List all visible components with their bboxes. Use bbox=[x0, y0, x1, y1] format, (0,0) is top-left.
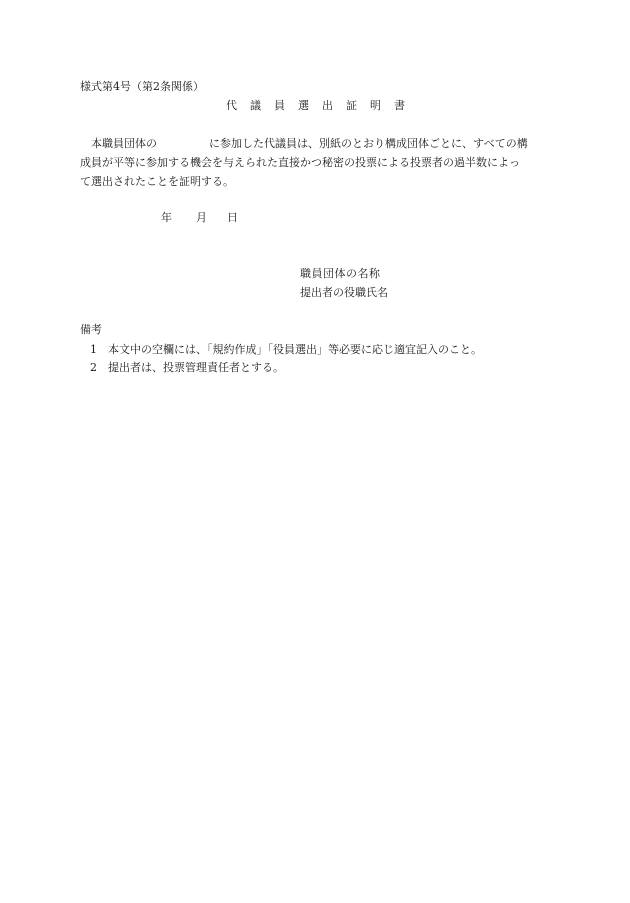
notes-heading: 備考 bbox=[80, 323, 102, 336]
date-line bbox=[161, 210, 238, 226]
note-item bbox=[90, 360, 284, 376]
note-text: 提出者は、投票管理責任者とする。 bbox=[108, 361, 284, 374]
note-item bbox=[90, 342, 482, 358]
form-number: 様式第4号（第2条関係） bbox=[80, 80, 204, 93]
body-text-line3: て選出されたことを証明する。 bbox=[80, 175, 234, 188]
date-month: 月 bbox=[196, 211, 207, 224]
note-number: 2 bbox=[90, 361, 97, 374]
body-text-part1: 本職員団体の bbox=[91, 137, 157, 150]
body-paragraph bbox=[80, 134, 550, 191]
document-title: 代 議 員 選 出 証 明 書 bbox=[226, 99, 406, 112]
date-day: 日 bbox=[227, 211, 238, 224]
note-text: 本文中の空欄には、「規約作成」「役員選出」等必要に応じ適宜記入のこと。 bbox=[108, 343, 482, 356]
body-text-part2: に参加した代議員は、別紙のとおり構成団体ごとに、すべての構 bbox=[209, 137, 528, 150]
organization-name-label: 職員団体の名称 bbox=[300, 267, 381, 280]
body-text-line2: 成員が平等に参加する機会を与えられた直接かつ秘密の投票による投票者の過半数によっ bbox=[80, 156, 520, 169]
date-year: 年 bbox=[161, 211, 172, 224]
submitter-label: 提出者の役職氏名 bbox=[300, 286, 388, 299]
note-number: 1 bbox=[90, 343, 97, 356]
